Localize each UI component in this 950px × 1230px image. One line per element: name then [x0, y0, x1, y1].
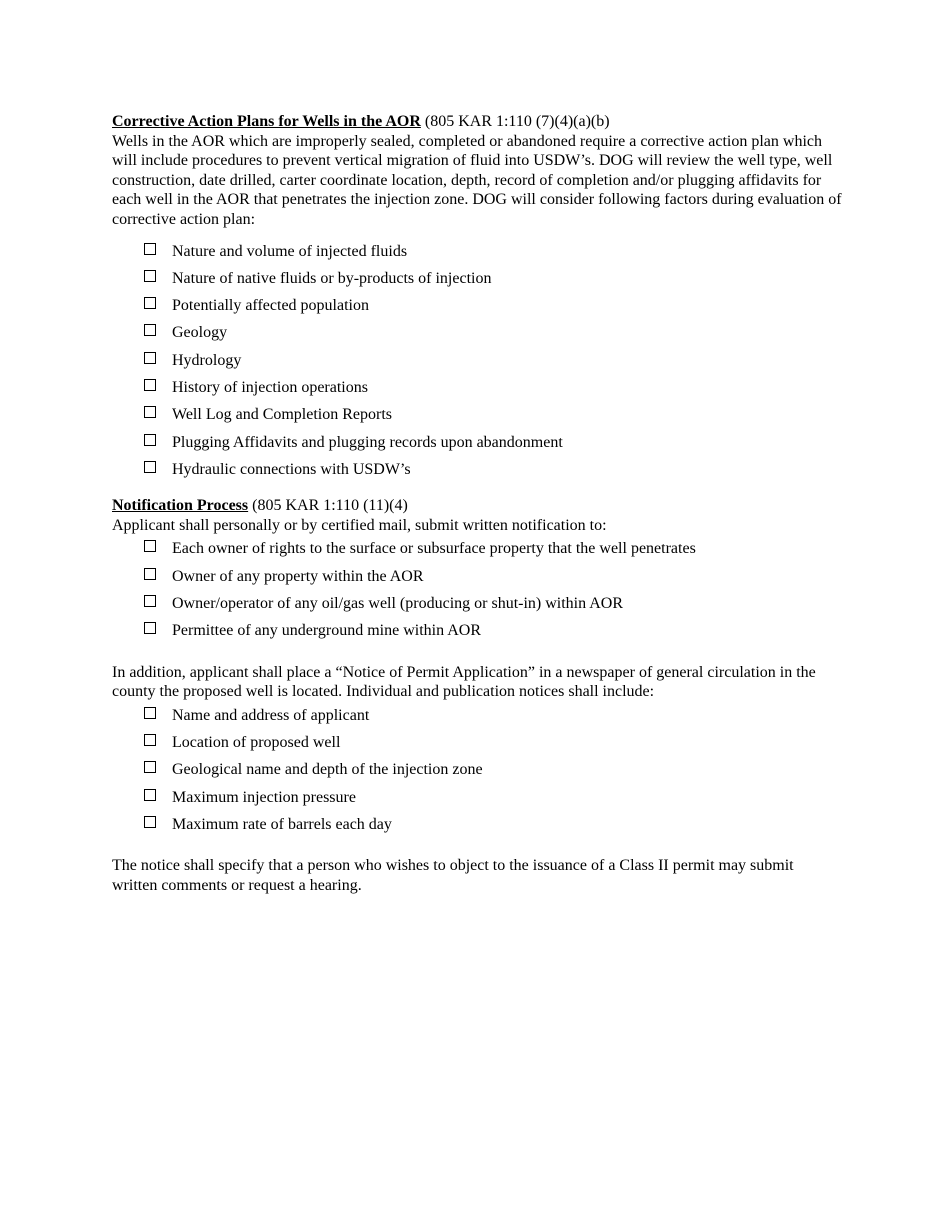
document-page — [112, 112, 842, 895]
list-item-label: Nature and volume of injected fluids — [172, 242, 408, 260]
list-item-label: Plugging Affidavits and plugging records upon abandonment — [172, 433, 563, 451]
list-item — [112, 617, 842, 644]
list-item — [112, 401, 842, 428]
list-item-label: Hydrology — [172, 351, 242, 369]
checkbox[interactable] — [144, 461, 156, 473]
checkbox[interactable] — [144, 324, 156, 336]
list-item — [112, 265, 842, 292]
corrective-action-title: Corrective Action Plans for Wells in the AOR — [112, 113, 421, 130]
list-item-label: Location of proposed well — [172, 734, 341, 752]
checkbox[interactable] — [144, 352, 156, 364]
checkbox[interactable] — [144, 434, 156, 446]
checkbox[interactable] — [144, 379, 156, 391]
list-item-label: Nature of native fluids or by-products of injection — [172, 269, 492, 287]
notification-body: Applicant shall personally or by certified mail, submit written notification to: — [112, 516, 607, 534]
list-item — [112, 535, 842, 562]
checkbox[interactable] — [144, 734, 156, 746]
corrective-action-citation: (805 KAR 1:110 (7)(4)(a)(b) — [420, 113, 610, 130]
checkbox[interactable] — [144, 816, 156, 828]
list-item — [112, 811, 842, 838]
list-item-label: Permittee of any underground mine within AOR — [172, 622, 481, 640]
checkbox[interactable] — [144, 270, 156, 282]
list-item-label: Maximum rate of barrels each day — [172, 815, 392, 833]
checkbox[interactable] — [144, 406, 156, 418]
list-item-label: Potentially affected population — [172, 297, 369, 315]
checkbox[interactable] — [144, 568, 156, 580]
list-item-label: History of injection operations — [172, 379, 368, 397]
publication-body: In addition, applicant shall place a “Notice of Permit Application” in a newspaper of general circulation in the county the proposed well is located. Individual and publication notices shall include: — [112, 663, 816, 701]
list-item-label: Owner of any property within the AOR — [172, 567, 424, 585]
checkbox[interactable] — [144, 595, 156, 607]
list-item-label: Geological name and depth of the injection zone — [172, 761, 483, 779]
notice-contents-list — [112, 702, 842, 838]
checkbox[interactable] — [144, 540, 156, 552]
checkbox[interactable] — [144, 707, 156, 719]
list-item-label: Geology — [172, 324, 228, 342]
list-item-label: Hydraulic connections with USDW’s — [172, 460, 411, 478]
list-item — [112, 784, 842, 811]
list-item-label: Each owner of rights to the surface or subsurface property that the well penetrates — [172, 540, 696, 558]
list-item — [112, 756, 842, 783]
list-item — [112, 456, 842, 483]
list-item — [112, 347, 842, 374]
corrective-action-body: Wells in the AOR which are improperly sealed, completed or abandoned require a corrective action plan which will include procedures to prevent vertical migration of fluid into USDW’s. DOG will review the well type, well construction, date drilled, carter coordinate location, depth, record of completion and/or plugging affidavits for each well in the AOR that penetrates the injection zone. DOG will consider following factors during evaluation of corrective action plan: — [112, 132, 842, 228]
list-item — [112, 374, 842, 401]
notification-heading — [112, 496, 842, 516]
checkbox[interactable] — [144, 622, 156, 634]
checkbox[interactable] — [144, 243, 156, 255]
list-item — [112, 292, 842, 319]
notification-citation: (805 KAR 1:110 (11)(4) — [248, 497, 408, 515]
checkbox[interactable] — [144, 297, 156, 309]
list-item — [112, 563, 842, 590]
list-item — [112, 319, 842, 346]
list-item — [112, 429, 842, 456]
checkbox[interactable] — [144, 761, 156, 773]
list-item-label: Name and address of applicant — [172, 706, 370, 724]
corrective-action-heading — [112, 112, 842, 132]
list-item — [112, 590, 842, 617]
notification-recipients-list — [112, 535, 842, 644]
list-item — [112, 238, 842, 265]
corrective-factors-list — [112, 238, 842, 484]
list-item — [112, 702, 842, 729]
notification-title: Notification Process — [112, 497, 249, 515]
checkbox[interactable] — [144, 789, 156, 801]
closing-body: The notice shall specify that a person who wishes to object to the issuance of a Class II permit may submit written comments or request a hearing. — [112, 857, 794, 894]
list-item-label: Maximum injection pressure — [172, 788, 356, 806]
list-item-label: Owner/operator of any oil/gas well (producing or shut-in) within AOR — [172, 595, 624, 613]
list-item-label: Well Log and Completion Reports — [172, 406, 393, 424]
list-item — [112, 729, 842, 756]
